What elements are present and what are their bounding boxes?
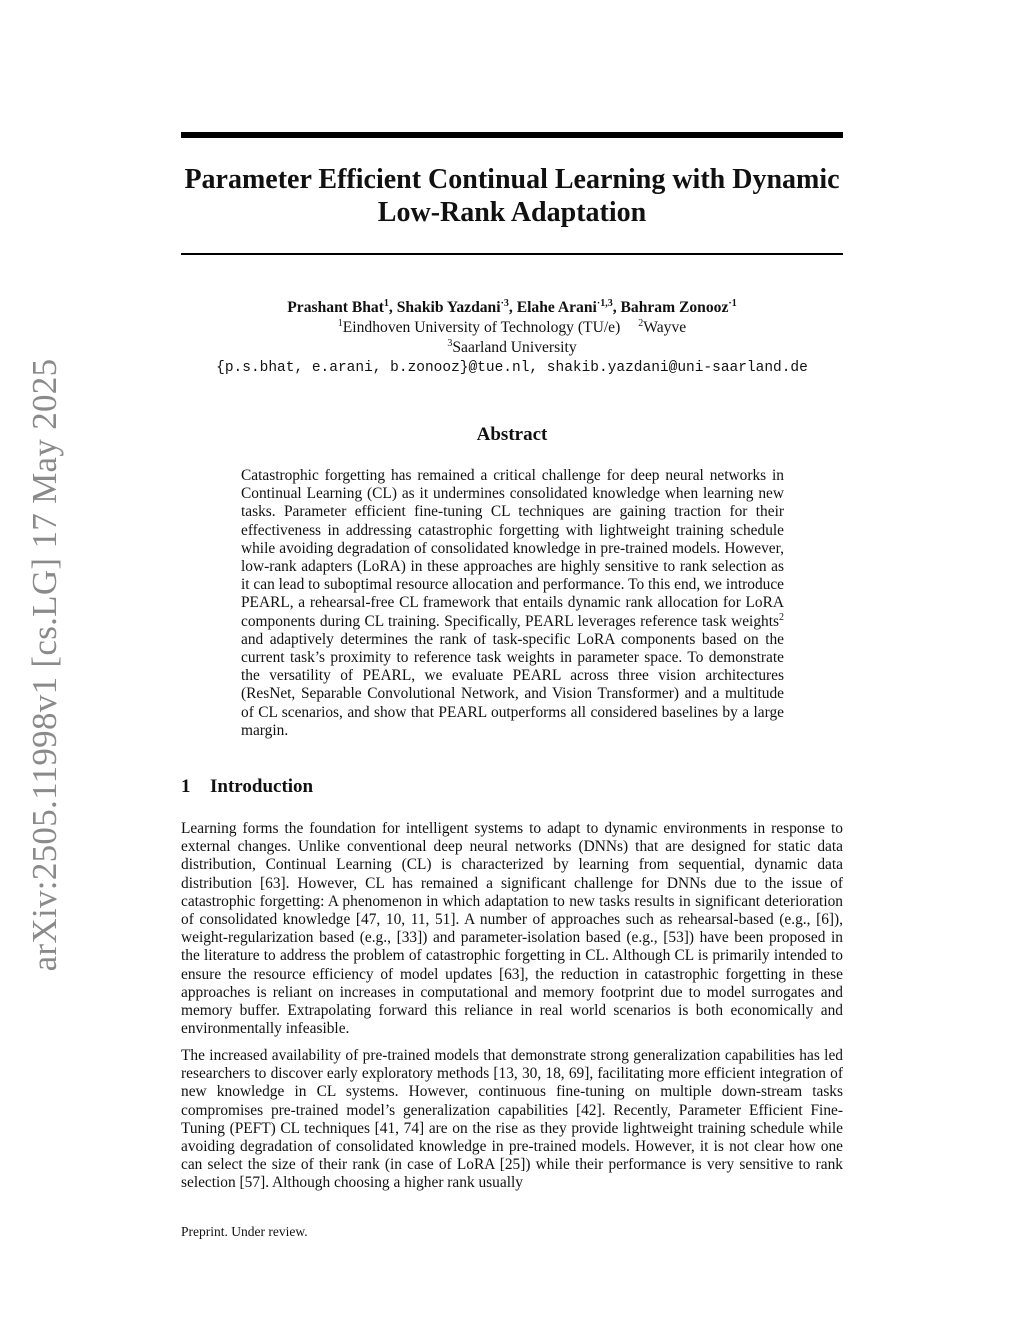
author-affiliation-mark: ·1,3 [596, 297, 613, 309]
page-footer: Preprint. Under review. [181, 1224, 308, 1239]
author-name: Bahram Zonooz [620, 299, 729, 316]
author-name: Shakib Yazdani [396, 299, 501, 316]
section-title: Introduction [210, 776, 314, 797]
title-bottom-rule [181, 253, 843, 255]
title-line-2: Low-Rank Adaptation [377, 197, 647, 228]
author-affiliation-mark: 1 [383, 297, 389, 309]
footnote-mark: 2 [779, 611, 784, 623]
abstract-heading: Abstract [476, 424, 548, 445]
body-paragraph: The increased availability of pre-trained models that demonstrate strong generalization capabilities has led researchers to discover early exploratory methods [13, 30, 18, 69], facilitating more efficient integration of new knowledge in CL systems. However, continuous fine-tuning on multiple down-stream tasks compromises pre-trained model’s generalization capabilities [42]. Recently, Parameter Efficient Fine-Tuning (PEFT) CL techniques [41, 74] are on the rise as they provide lightweight training schedule while avoiding degradation of consolidated knowledge in pre-trained models. However, it is not clear how one can select the size of their rank (in case of LoRA [25]) while their performance is very sensitive to rank selection [57]. Although choosing a higher rank usually [181, 1047, 843, 1192]
affiliation-line-1 [181, 318, 843, 338]
author-names: Prashant Bhat$^1$, Shakib Yazdani$^{\cdot 3}$, Elahe Arani$^{\cdot 1,3}$, Bahram Zonooz$^{\cdot 1}$ [287, 297, 737, 316]
author-name: Prashant Bhat [287, 299, 384, 316]
paper-title [181, 163, 843, 229]
affiliation: $^1$Eindhoven University of Technology (TU/e) [337, 317, 621, 336]
body-paragraph: Learning forms the foundation for intelligent systems to adapt to dynamic environments in response to external changes. Unlike conventional deep neural networks (DNNs) that are designed for static data distribution, Continual Learning (CL) is characterized by learning from sequential, dynamic data distribution [63]. However, CL has remained a significant challenge for DNNs due to the issue of catastrophic forgetting: A phenomenon in which adaptation to new tasks results in significant deterioration of consolidated knowledge [47, 10, 11, 51]. A number of approaches such as rehearsal-based (e.g., [6]), weight-regularization based (e.g., [33]) and parameter-isolation based (e.g., [53]) have been proposed in the literature to address the problem of catastrophic forgetting in CL. Although CL is primarily intended to ensure the resource efficiency of model updates [63], the reduction in catastrophic forgetting in these approaches is reliant on increases in computational and memory footprint due to model surrogates and memory buffer. Extrapolating forward this reliance in real world scenarios is both economically and environmentally infeasible. [181, 820, 843, 1038]
title-top-rule [181, 132, 843, 138]
arxiv-identifier-stamp: arXiv:2505.11998v1 [cs.LG] 17 May 2025 [25, 358, 64, 972]
author-affiliation-mark: ·3 [500, 297, 509, 309]
author-affiliation-mark: ·1 [728, 297, 737, 309]
abstract-text: Catastrophic forgetting has remained a critical challenge for deep neural networks in Continual Learning (CL) as it undermines consolidated knowledge when learning new tasks. Parameter efficient fine-tuning CL techniques are gaining traction for their effectiveness in addressing catastrophic forgetting with lightweight training schedule while avoiding degradation of consolidated knowledge in pre-trained models. However, low-rank adapters (LoRA) in these approaches are highly sensitive to rank selection as it can lead to suboptimal resource allocation and performance. To this end, we introduce PEARL, a rehearsal-free CL framework that entails dynamic rank allocation for LoRA components during CL training. Specifically, PEARL leverages reference task weights$^2$ and adaptively determines the rank of task-specific LoRA components based on the current task’s proximity to reference task weights in parameter space. To demonstrate the versatility of PEARL, we evaluate PEARL across three vision architectures (ResNet, Separable Convolutional Network, and Vision Transformer) and a multitude of CL scenarios, and show that PEARL outperforms all considered baselines by a large margin. [241, 467, 784, 739]
affiliation: $^2$Wayve [638, 317, 687, 336]
author-emails: {p.s.bhat, e.arani, b.zonooz}@tue.nl, shakib.yazdani@uni-saarland.de [216, 360, 808, 376]
section-number: 1 [181, 776, 191, 797]
author-block [181, 298, 843, 378]
section-heading-introduction [181, 776, 843, 798]
affiliation: Saarland University [452, 339, 577, 356]
title-line-1: Parameter Efficient Continual Learning with Dynamic [184, 164, 840, 195]
affiliation-line-2: $^3$Saarland University [447, 337, 577, 356]
author-name: Elahe Arani [516, 299, 597, 316]
